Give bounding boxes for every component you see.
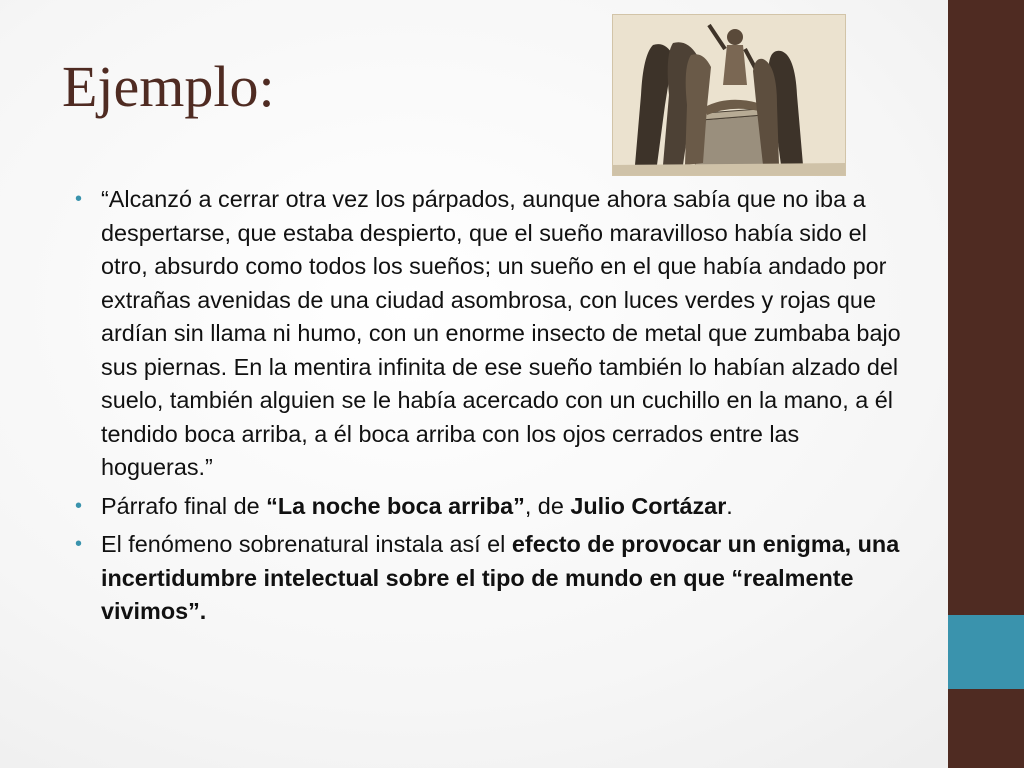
- effect-text: El fenómeno sobrenatural instala así el: [101, 531, 512, 557]
- source-text-1: Párrafo final de: [101, 492, 267, 519]
- source-text-3: .: [726, 492, 733, 519]
- bullet-icon: •: [75, 533, 83, 555]
- effect-emphasis: efecto de provocar un enigma, una incertidumbre intelectual sobre el tipo de mundo en que “realmente vivimos”.: [101, 531, 900, 624]
- source-text-2: , de: [524, 492, 571, 519]
- list-item-source: [75, 490, 905, 524]
- slide-title: Ejemplo:: [62, 54, 275, 119]
- bullet-icon: •: [75, 494, 83, 517]
- source-work-title: “La noche boca arriba”: [266, 492, 525, 519]
- quote-text: “Alcanzó a cerrar otra vez los párpados, aunque ahora sabía que no iba a despertarse, que estaba despierto, que el sueño maravilloso había sido el otro, absurdo como todos los sueños; un sueño en el que había andado por extrañas avenidas de una ciudad asombrosa, con luces verdes y rojas que ardían sin llama ni humo, con un enorme insecto de metal que zumbaba bajo sus piernas. En la mentira infinita de ese sueño también lo habían alzado del suelo, también alguien se le había acercado con un cuchillo en la mano, a él tendido boca arriba, a él boca arriba con los ojos cerrados entre las hogueras.”: [101, 186, 901, 480]
- illustration-drawing: [613, 15, 845, 175]
- sidebar-accent-block: [948, 615, 1024, 689]
- list-item-effect: [75, 528, 905, 629]
- list-item-quote: [75, 183, 905, 485]
- bullet-icon: •: [75, 188, 83, 210]
- bullet-list: [75, 183, 905, 634]
- source-author: Julio Cortázar: [570, 492, 727, 519]
- engraving-illustration: [612, 14, 846, 176]
